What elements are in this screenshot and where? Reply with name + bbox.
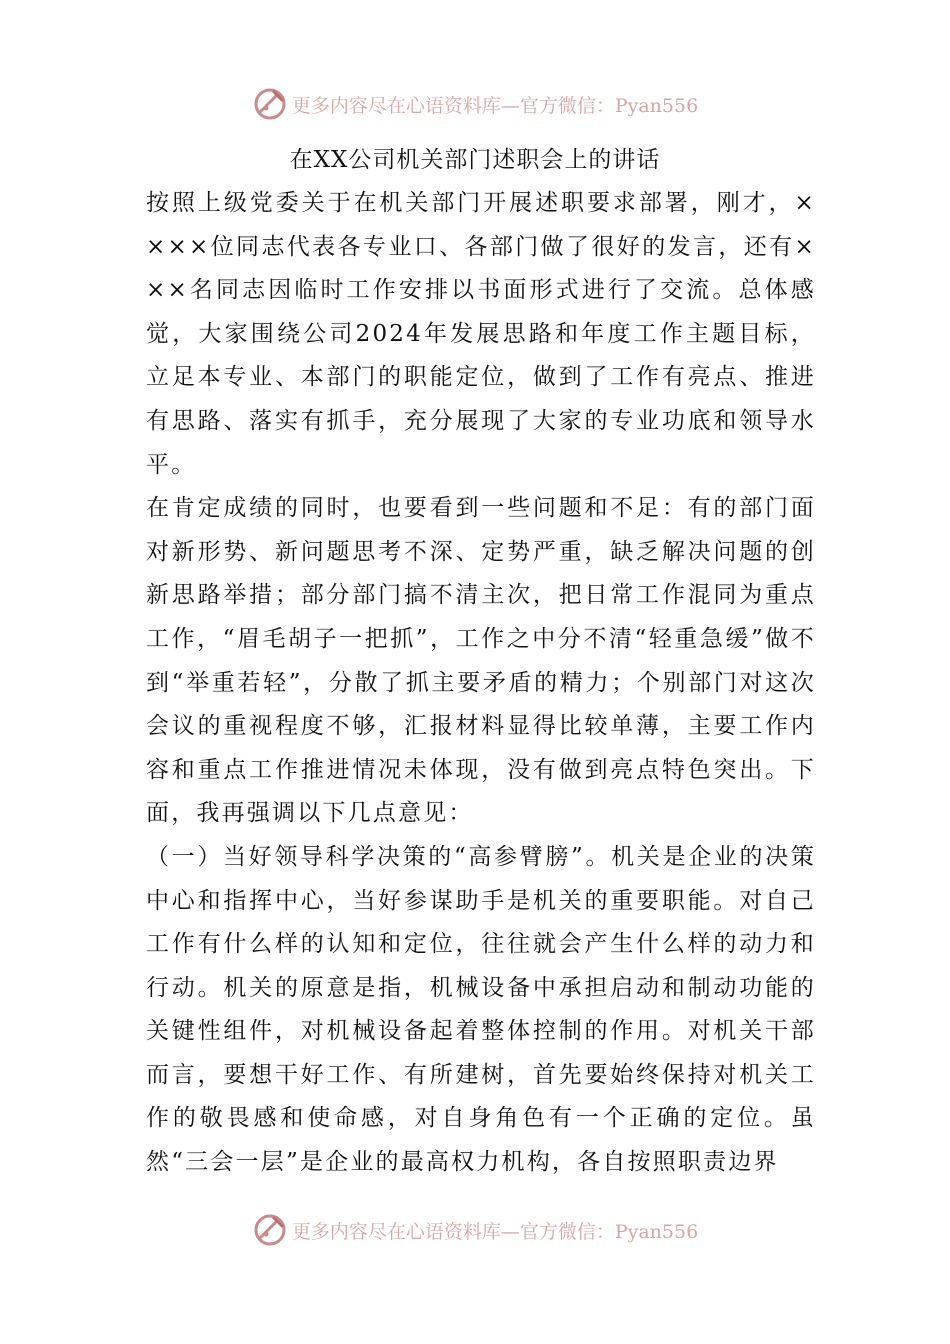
pen-logo-icon bbox=[252, 1212, 288, 1248]
document-body bbox=[146, 182, 816, 1185]
watermark-banner-bottom bbox=[0, 1208, 950, 1252]
pen-logo-icon bbox=[252, 86, 288, 122]
watermark-banner-top bbox=[0, 82, 950, 126]
watermark-text: 更多内容尽在心语资料库—官方微信：Pyan556 bbox=[291, 94, 699, 117]
paragraph: 在肯定成绩的同时，也要看到一些问题和不足：有的部门面对新形势、新问题思考不深、定势严重，缺乏解决问题的创新思路举措；部分部门搞不清主次，把日常工作混同为重点工作，“眉毛胡子一把抓”，工作之中分不清“轻重急缓”做不到“举重若轻”，分散了抓主要矛盾的精力；个别部门对这次会议的重视程度不够，汇报材料显得比较单薄，主要工作内容和重点工作推进情况未体现，没有做到亮点特色突出。下面，我再强调以下几点意见： bbox=[146, 495, 816, 827]
watermark-text: 更多内容尽在心语资料库—官方微信：Pyan556 bbox=[291, 1220, 699, 1243]
paragraph: 按照上级党委关于在机关部门开展述职要求部署，刚才，××××位同志代表各专业口、各部门做了很好的发言，还有×××名同志因临时工作安排以书面形式进行了交流。总体感觉，大家围绕公司2024年发展思路和年度工作主题目标，立足本专业、本部门的职能定位，做到了工作有亮点、推进有思路、落实有抓手，充分展现了大家的专业功底和领导水平。 bbox=[146, 190, 816, 478]
paragraph: （一）当好领导科学决策的“高参臂膀”。机关是企业的决策中心和指挥中心，当好参谋助手是机关的重要职能。对自己工作有什么样的认知和定位，往往就会产生什么样的动力和行动。机关的原意是指，机械设备中承担启动和制动功能的关键性组件，对机械设备起着整体控制的作用。对机关干部而言，要想干好工作、有所建树，首先要始终保持对机关工作的敬畏感和使命感，对自身角色有一个正确的定位。虽然“三会一层”是企业的最高权力机构，各自按照职责边界 bbox=[146, 843, 816, 1176]
document-title: 在XX公司机关部门述职会上的讲话 bbox=[289, 147, 661, 173]
